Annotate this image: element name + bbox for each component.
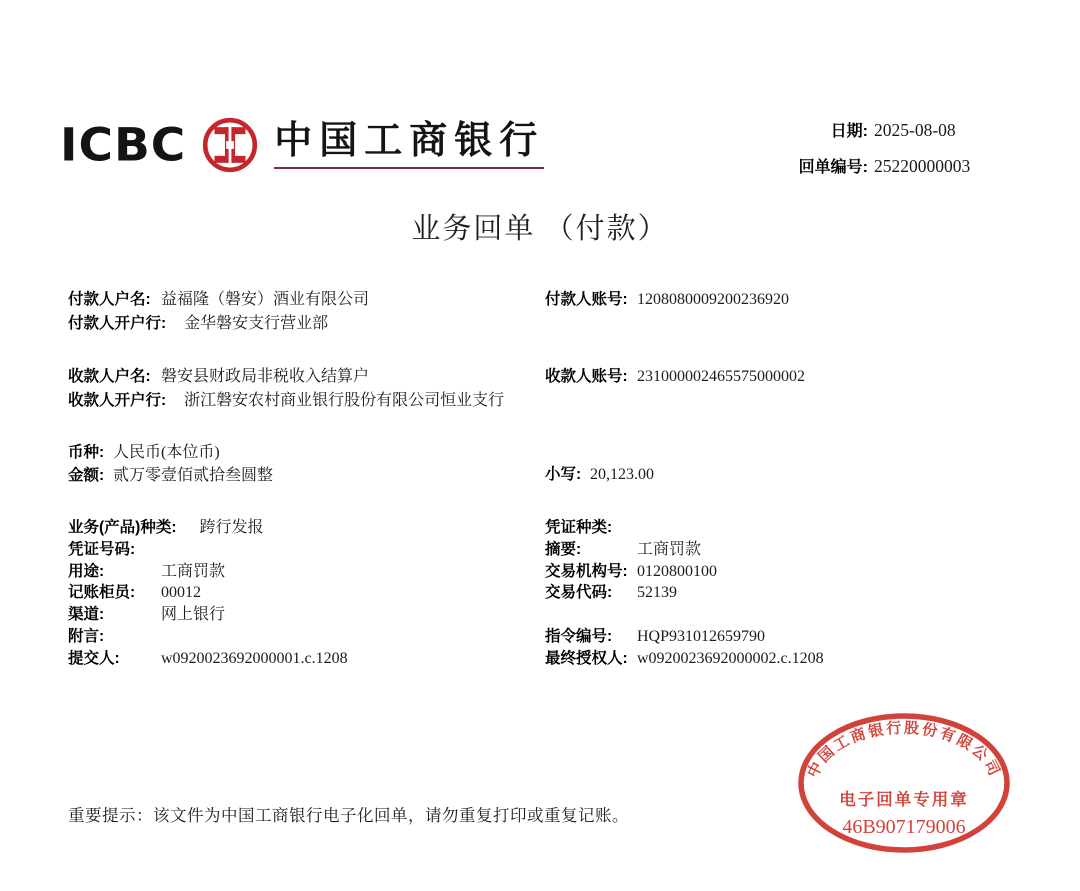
detail-label: 渠道: bbox=[68, 606, 105, 624]
detail-label: 业务(产品)种类: bbox=[68, 519, 177, 536]
page-title: 业务回单 （付款） bbox=[411, 213, 669, 245]
detail-value: w0920023692000001.c.1208 bbox=[161, 649, 348, 667]
seal-stamp-type: 电子回单专用章 bbox=[839, 791, 969, 809]
payer-bank-value: 金华磐安支行营业部 bbox=[184, 315, 329, 332]
payer-section bbox=[68, 288, 369, 336]
receipt-no-label: 回单编号: bbox=[798, 159, 868, 176]
date-value: 2025-08-08 bbox=[874, 120, 956, 140]
payee-name-value: 磐安县财政局非税收入结算户 bbox=[161, 368, 370, 385]
payee-bank-label: 收款人开户行: bbox=[68, 392, 167, 409]
detail-value: 0120800100 bbox=[637, 562, 717, 580]
detail-row bbox=[68, 626, 348, 648]
icbc-emblem-icon bbox=[199, 114, 261, 176]
amount-in-words: 贰万零壹佰贰拾叁圆整 bbox=[113, 467, 274, 484]
currency-value: 人民币(本位币) bbox=[113, 444, 220, 461]
seal-company-text: 中国工商银行股份有限公司 bbox=[804, 719, 1004, 781]
detail-row bbox=[68, 604, 348, 626]
amount-in-figures: 20,123.00 bbox=[590, 466, 654, 483]
detail-row bbox=[68, 648, 348, 670]
detail-row bbox=[545, 648, 824, 670]
detail-row bbox=[68, 517, 348, 539]
payee-bank-row bbox=[68, 389, 504, 413]
detail-label: 交易代码: bbox=[545, 584, 613, 602]
amount-figures-row bbox=[545, 463, 654, 487]
detail-value: 跨行发报 bbox=[199, 519, 264, 536]
detail-value: 网上银行 bbox=[161, 606, 226, 624]
electronic-seal bbox=[792, 709, 1016, 857]
amount-label: 金额: bbox=[68, 467, 105, 484]
seal-stamp-number: 46B907179006 bbox=[842, 816, 966, 838]
detail-row bbox=[545, 539, 824, 561]
payer-name-label: 付款人户名: bbox=[68, 291, 151, 308]
detail-value: 工商罚款 bbox=[637, 540, 702, 558]
amount-section bbox=[68, 441, 273, 487]
bank-name: 中国工商银行 bbox=[274, 121, 544, 169]
detail-row bbox=[68, 539, 348, 561]
figures-label: 小写: bbox=[545, 466, 582, 483]
detail-label: 附言: bbox=[68, 627, 105, 645]
currency-row bbox=[68, 441, 273, 464]
svg-text:中国工商银行股份有限公司 bbox=[804, 719, 1004, 781]
payer-account-label: 付款人账号: bbox=[545, 291, 628, 308]
detail-label: 提交人: bbox=[68, 649, 120, 667]
date-row bbox=[788, 118, 1018, 141]
details-left-column bbox=[68, 517, 348, 670]
detail-label: 摘要: bbox=[545, 540, 582, 558]
payer-account-row bbox=[545, 288, 789, 312]
detail-value: HQP931012659790 bbox=[637, 627, 766, 645]
payer-name-value: 益福隆（磐安）酒业有限公司 bbox=[161, 291, 370, 308]
detail-row bbox=[68, 561, 348, 583]
payee-bank-value: 浙江磐安农村商业银行股份有限公司恒业支行 bbox=[184, 392, 505, 409]
payer-account-value: 1208080009200236920 bbox=[637, 291, 789, 308]
detail-label: 记账柜员: bbox=[68, 584, 136, 602]
date-label: 日期: bbox=[830, 123, 868, 140]
detail-value: 工商罚款 bbox=[161, 562, 226, 580]
detail-value: 52139 bbox=[637, 584, 677, 602]
payee-section bbox=[68, 365, 504, 413]
payee-name-row bbox=[68, 365, 504, 389]
receipt-no-value: 25220000003 bbox=[874, 156, 971, 176]
detail-row bbox=[545, 561, 824, 583]
detail-value: 00012 bbox=[161, 584, 201, 602]
detail-row bbox=[545, 626, 824, 648]
amount-words-row bbox=[68, 464, 273, 487]
receipt-no-row bbox=[788, 154, 1018, 177]
detail-row bbox=[545, 517, 824, 539]
payee-account-value: 231000002465575000002 bbox=[637, 368, 805, 385]
detail-label: 用途: bbox=[68, 562, 105, 580]
icbc-wordmark: ICBC bbox=[60, 118, 187, 172]
detail-label: 最终授权人: bbox=[545, 649, 628, 667]
detail-label: 指令编号: bbox=[545, 627, 613, 645]
payee-name-label: 收款人户名: bbox=[68, 368, 151, 385]
detail-row bbox=[545, 582, 824, 604]
detail-label: 交易机构号: bbox=[545, 562, 628, 580]
detail-label: 凭证种类: bbox=[545, 519, 613, 536]
details-right-column bbox=[545, 517, 824, 670]
bank-logo bbox=[60, 114, 544, 176]
detail-row-spacer bbox=[545, 604, 824, 626]
receipt-meta bbox=[788, 118, 1018, 177]
payer-bank-row bbox=[68, 312, 369, 336]
detail-row bbox=[68, 582, 348, 604]
detail-label: 凭证号码: bbox=[68, 540, 136, 558]
payer-bank-label: 付款人开户行: bbox=[68, 315, 167, 332]
payee-account-label: 收款人账号: bbox=[545, 368, 628, 385]
currency-label: 币种: bbox=[68, 444, 105, 461]
payee-account-row bbox=[545, 365, 805, 389]
important-notice: 重要提示：该文件为中国工商银行电子化回单，请勿重复打印或重复记账。 bbox=[68, 806, 629, 825]
payer-name-row bbox=[68, 288, 369, 312]
detail-value: w0920023692000002.c.1208 bbox=[637, 649, 824, 667]
